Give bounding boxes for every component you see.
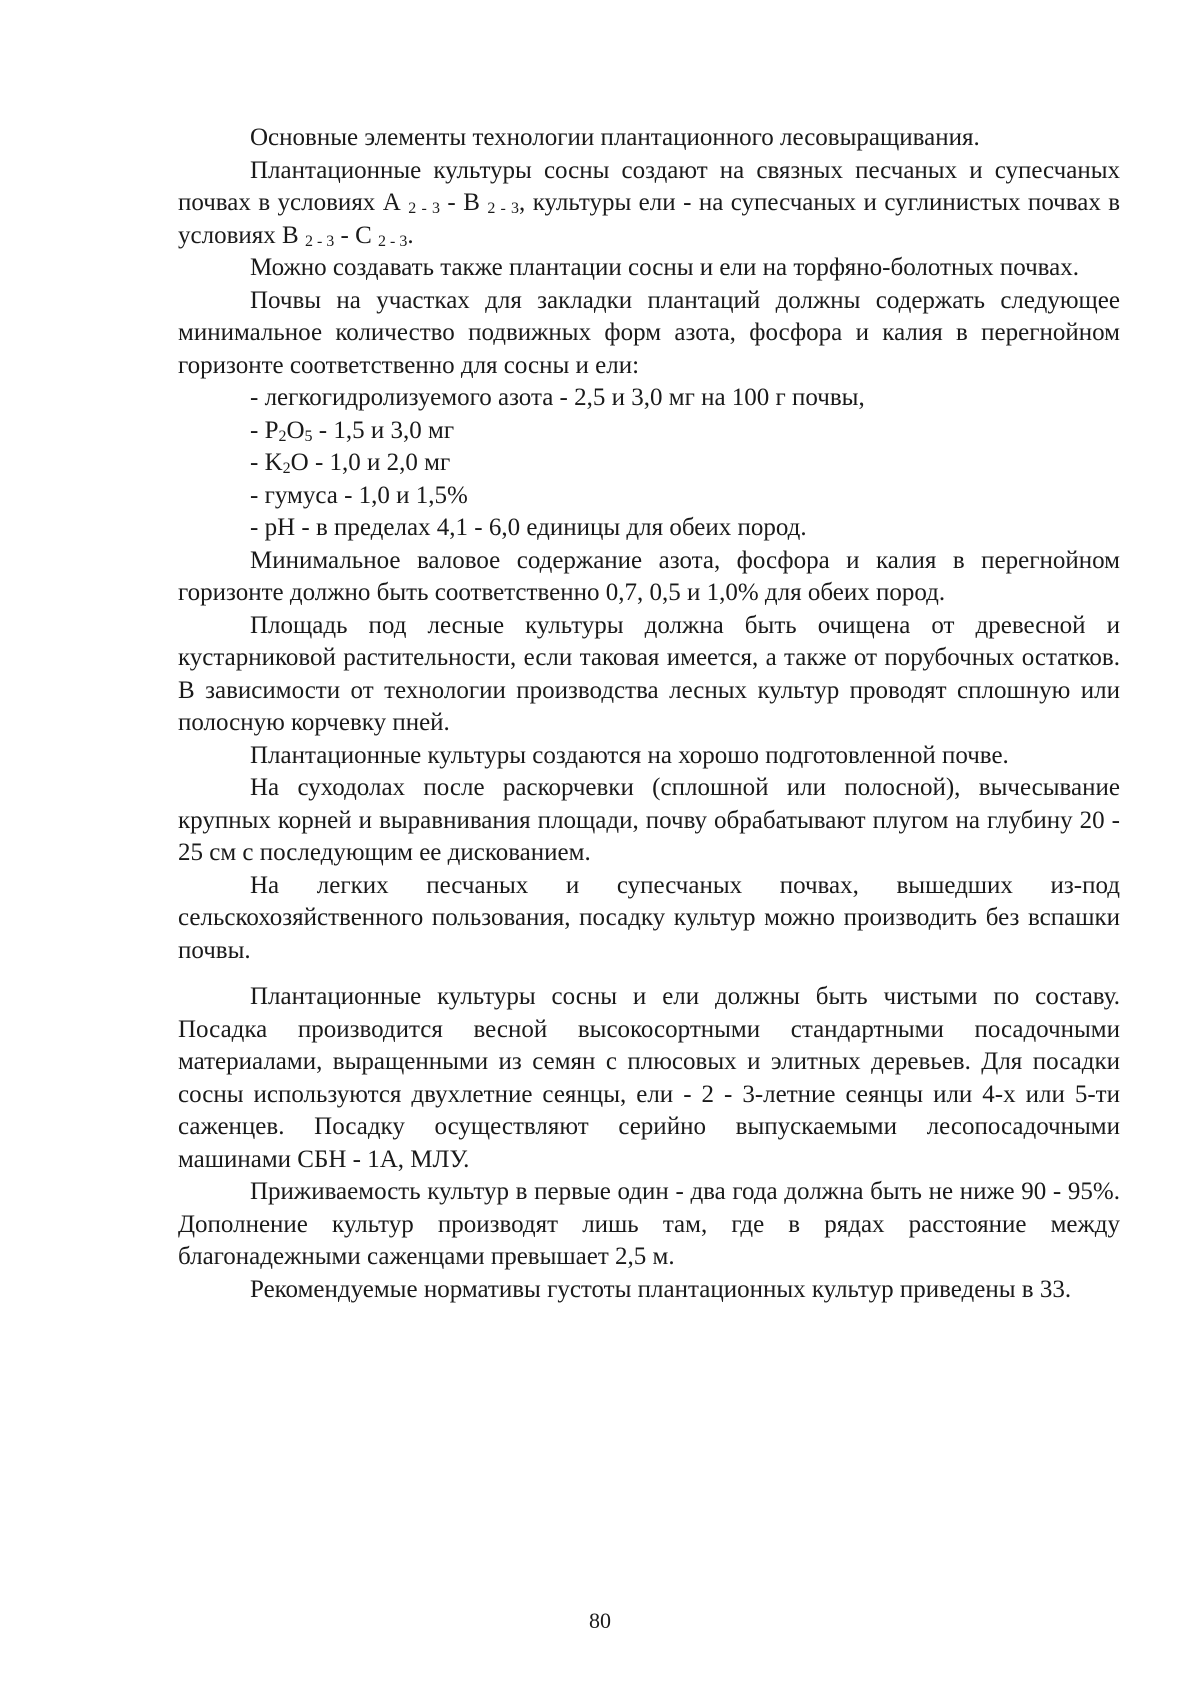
text-segment: - P	[250, 416, 279, 444]
subscript: 2 - 3	[378, 232, 408, 250]
paragraph-light-soils: На легких песчаных и супесчаных почвах, вышедших из-под сельскохозяйственного пользования, посадку культур можно производить без вспашки почвы.	[178, 871, 1120, 964]
subscript: 2 - 3	[304, 232, 335, 250]
paragraph-dry-lands: На суходолах после раскорчевки (сплошной или полосной), вычесывание крупных корней и выравнивания площади, почву обрабатывают плугом на глубину 20 - 25 см с последующим ее дискованием.	[178, 774, 1120, 866]
list-item-nitrogen: - легкогидролизуемого азота - 2,5 и 3,0 мг на 100 г почвы,	[250, 384, 865, 411]
list-item-potassium	[178, 447, 1120, 480]
subscript: 2	[282, 460, 291, 477]
text-segment: , культуры ели - на супесчаных и суглинистых почвах в условиях В	[178, 189, 1121, 249]
text-segment: - С	[334, 221, 372, 249]
page-number: 80	[589, 1608, 611, 1633]
paragraph-planting: Плантационные культуры сосны и ели должны быть чистыми по составу. Посадка производится весной высокосортными стандартными посадочными материалами, выращенными из семян с плюсовых и элитных деревьев. Для посадки сосны используются двухлетние сеянцы, ели - 2 - 3-летние сеянцы или 4-х или 5-ти саженцев. Посадку осуществляют серийно выпускаемыми лесопосадочными машинами СБН - 1А, МЛУ.	[178, 983, 1120, 1173]
paragraph-soil-conditions	[178, 155, 1120, 253]
text-segment: O - 1,0 и 2,0 мг	[290, 449, 451, 476]
paragraph-site-clearing: Площадь под лесные культуры должна быть очищена от древесной и кустарниковой растительности, если таковая имеется, а также от порубочных остатков. В зависимости от технологии производства лесных культур проводят сплошную или полосную корчевку пней.	[178, 611, 1120, 736]
paragraph-density-norms: Рекомендуемые нормативы густоты плантационных культур приведены в 33.	[250, 1275, 1072, 1303]
subscript: 2	[278, 427, 287, 445]
subscript: 2 - 3	[408, 200, 440, 217]
list-item-phosphorus	[178, 415, 1120, 448]
subscript: 2 - 3	[487, 200, 520, 217]
paragraph-gross-content: Минимальное валовое содержание азота, фосфора и калия в перегнойном горизонте должно быть соответственно 0,7, 0,5 и 1,0% для обеих пород.	[178, 546, 1120, 606]
text-segment: Плантационные культуры сосны создают на связных песчаных и супесчаных почвах в условиях А	[178, 156, 1120, 216]
text-segment: .	[407, 221, 414, 249]
text-segment: - 1,5 и 3,0 мг	[312, 416, 455, 444]
page-body	[178, 122, 1120, 1306]
text-segment: - K	[250, 449, 283, 476]
text-segment: O	[286, 416, 305, 444]
paragraph-nutrient-requirements: Почвы на участках для закладки плантаций должны содержать следующее минимальное количество подвижных форм азота, фосфора и калия в перегнойном горизонте соответственно для сосны и ели:	[178, 286, 1120, 379]
paragraph-survival-rate: Приживаемость культур в первые один - два года должна быть не ниже 90 - 95%. Дополнение культур производят лишь там, где в рядах расстояние между благонадежными саженцами превышает 2,5 м.	[178, 1178, 1120, 1270]
text-segment: - В	[439, 189, 480, 216]
subscript: 5	[304, 427, 313, 445]
paragraph-peat-soils: Можно создавать также плантации сосны и ели на торфяно-болотных почвах.	[250, 254, 1080, 281]
paragraph-section-title: Основные элементы технологии плантационного лесовыращивания.	[250, 124, 980, 151]
paragraph-soil-preparation: Плантационные культуры создаются на хорошо подготовленной почве.	[250, 741, 1009, 769]
list-item-humus: - гумуса - 1,0 и 1,5%	[250, 481, 468, 509]
list-item-ph: - pH - в пределах 4,1 - 6,0 единицы для обеих пород.	[250, 514, 807, 541]
